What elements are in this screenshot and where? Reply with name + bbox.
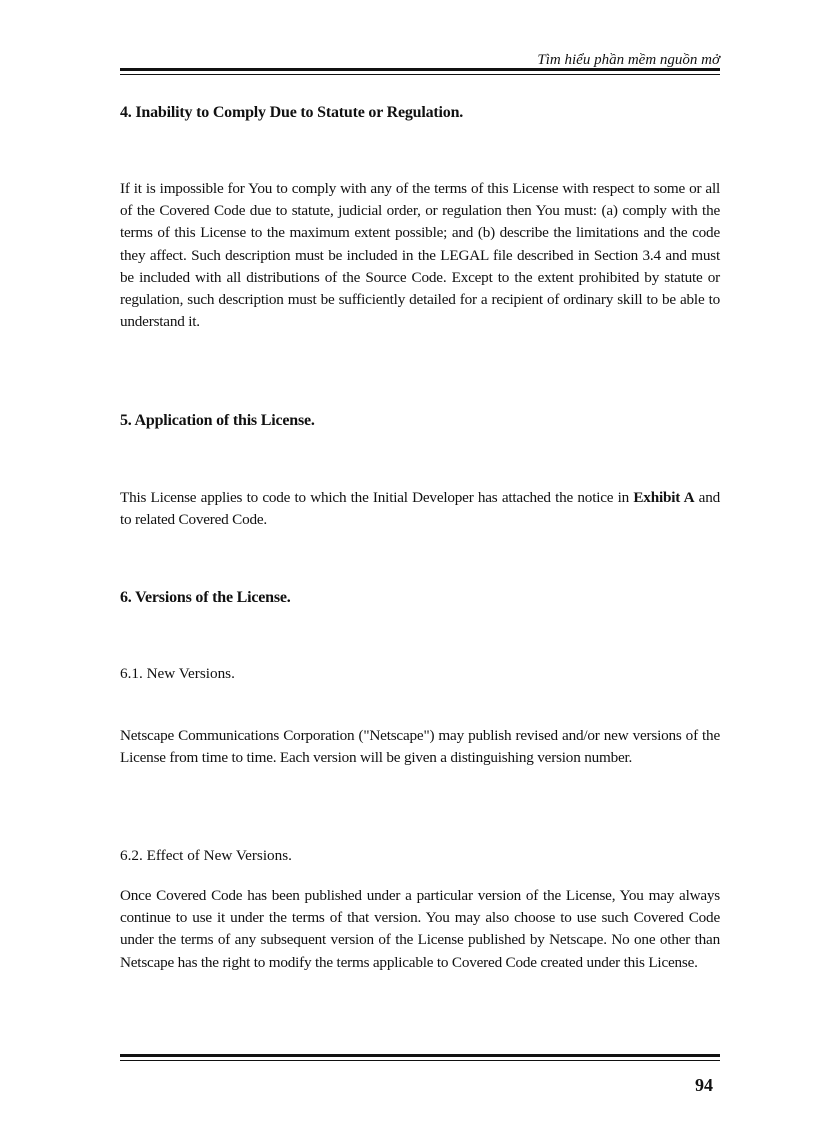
subsection-6-1-title: 6.1. New Versions. [120,665,235,682]
section-5-body-text-end: and to related Covered Code. [120,489,720,529]
section-5-heading: 5. Application of this License. [120,412,315,429]
section-4-body: If it is impossible for You to comply with any of the terms of this License with respect to some or all of the Covered Code due to statute, judicial order, or regulation then You must: (a) comply with the terms of this License to the maximum extent possible; and (b) describe the limitations and the code they affect. Such description must be included in the LEGAL file described in Section 3.4 and must be included with all distributions of the Source Code. Except to the extent prohibited by statute or regulation, such description must be sufficiently detailed for a recipient of ordinary skill to be able to understand it. [120,180,720,331]
page-number: 94 [695,1075,713,1095]
section-5-body [120,487,720,531]
footer-rule [120,1054,720,1061]
section-4-heading: 4. Inability to Comply Due to Statute or Regulation. [120,104,464,121]
subsection-6-2-body: Once Covered Code has been published under a particular version of the License, You may always continue to use it under the terms of that version. You may also choose to use such Covered Code under the terms of any subsequent version of the License published by Netscape. No one other than Netscape has the right to modify the terms applicable to Covered Code created under this License. [120,887,720,971]
header-rule [120,68,720,75]
subsection-6-1-body: Netscape Communications Corporation ("Netscape") may publish revised and/or new versions of the License from time to time. Each version will be given a distinguishing version number. [120,727,720,767]
section-5-body-text: This License applies to code to which the Initial Developer has attached the notice in [120,489,634,506]
exhibit-a-reference: Exhibit A [633,489,695,506]
subsection-6-2-title: 6.2. Effect of New Versions. [120,847,292,864]
section-6-heading: 6. Versions of the License. [120,589,291,606]
running-header-title: Tìm hiểu phần mềm nguồn mở [537,52,720,68]
